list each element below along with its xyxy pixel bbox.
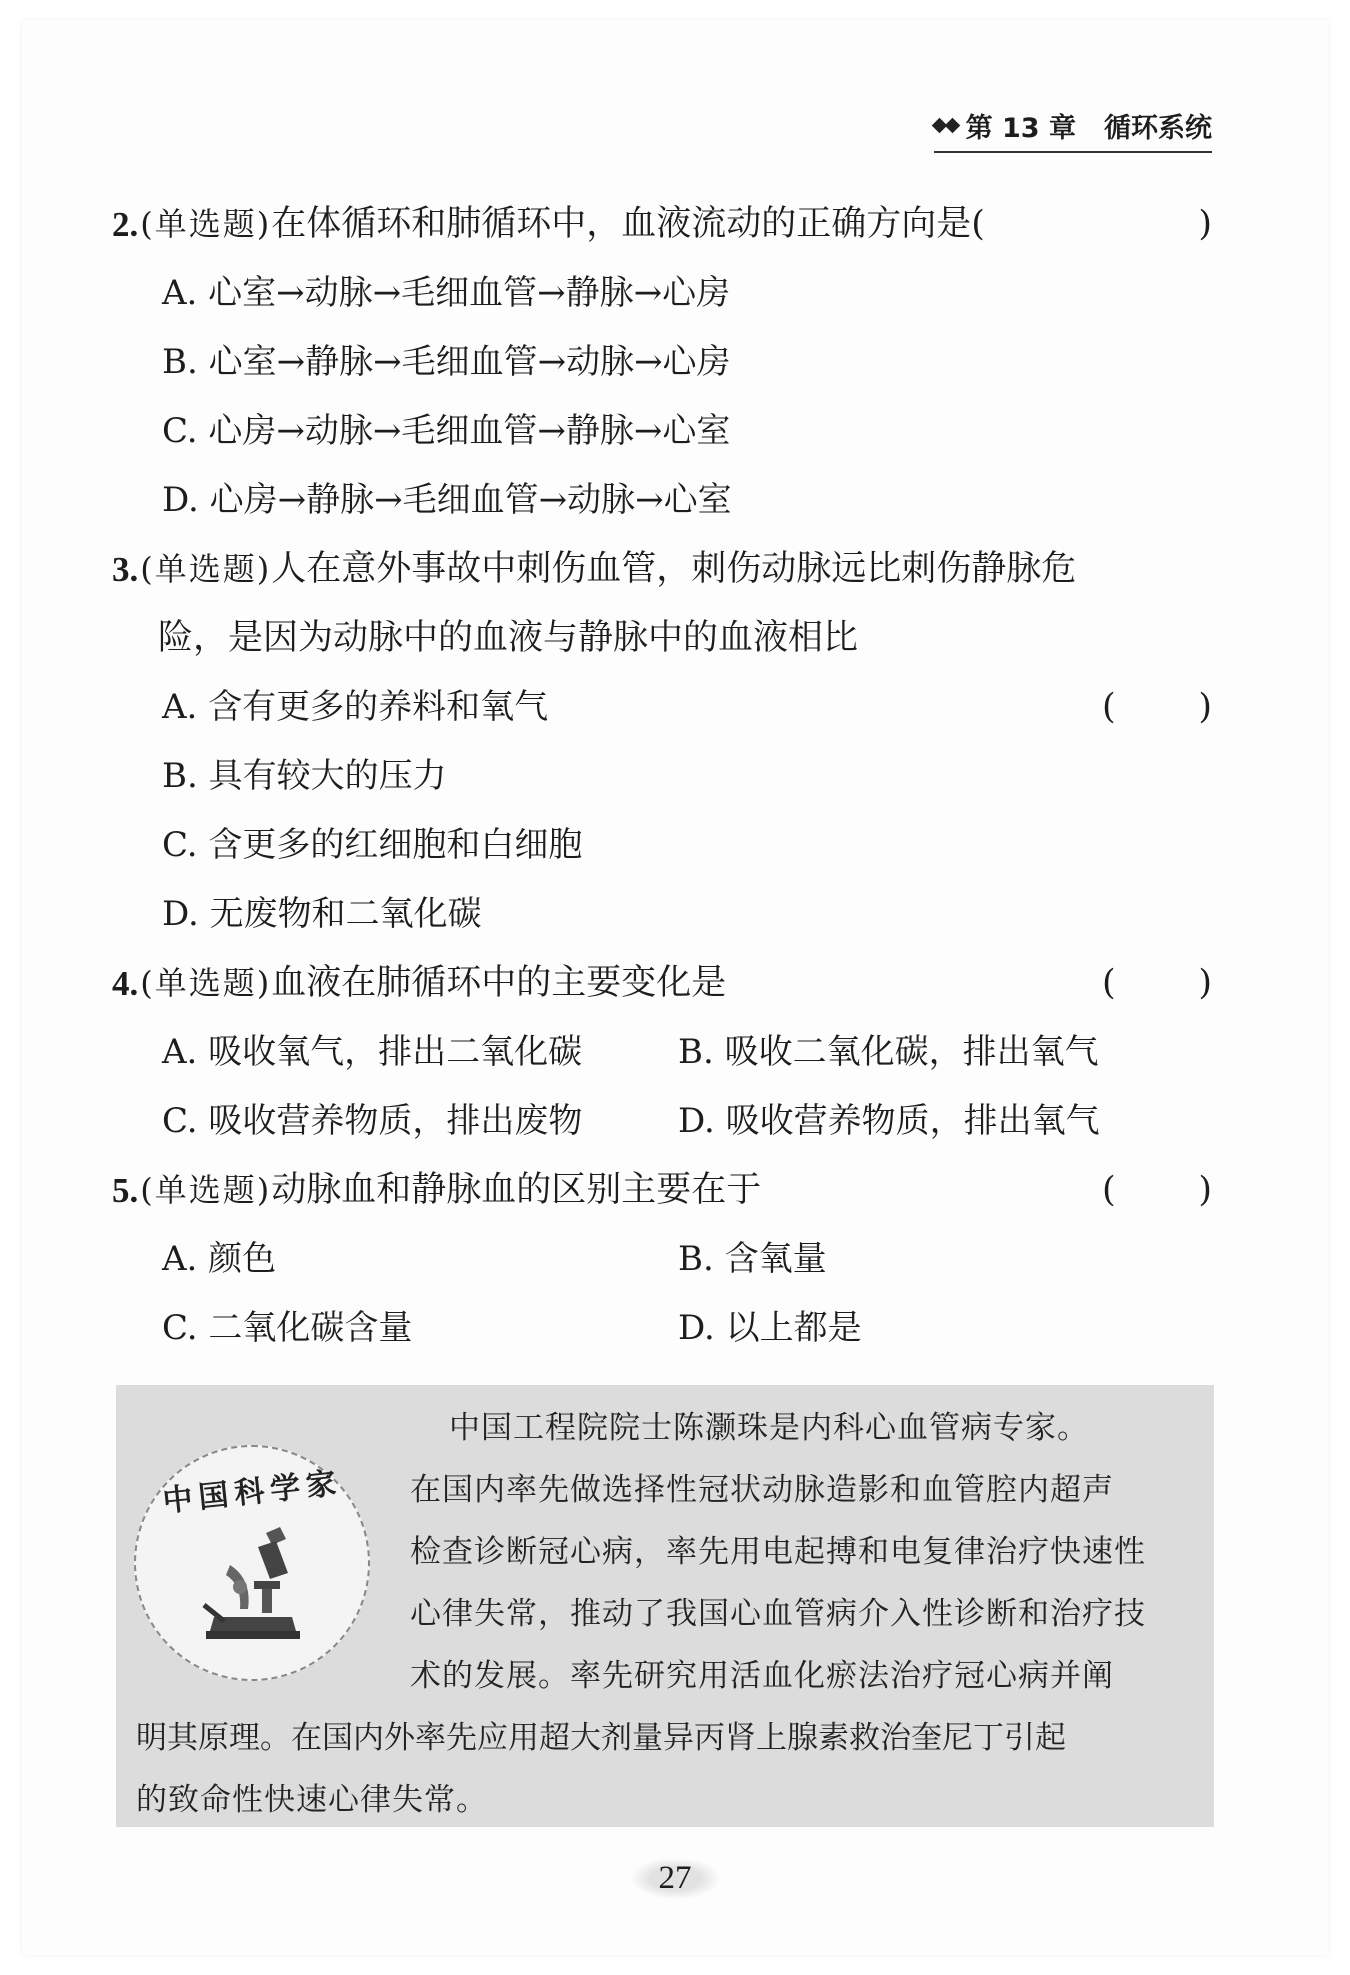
option-a: A. 颜色 xyxy=(162,1239,277,1279)
option-b: B. 具有较大的压力 xyxy=(162,756,447,796)
option-d: D. 以上都是 xyxy=(678,1308,862,1348)
question-type: (单选题) xyxy=(140,964,272,1002)
scientist-info-box xyxy=(116,1385,1214,1827)
info-text-line: 检查诊断冠心病，率先用电起搏和电复律治疗快速性 xyxy=(410,1534,1146,1570)
option-b: B. 吸收二氧化碳，排出氧气 xyxy=(678,1032,1099,1072)
question-4 xyxy=(112,949,1212,1156)
answer-paren: ) xyxy=(1198,204,1212,244)
option-row xyxy=(112,1225,1212,1294)
question-stem: 动脉血和静脉血的区别主要在于 xyxy=(271,1170,762,1210)
page-number: 27 xyxy=(0,1858,1350,1899)
option-b: B. 含氧量 xyxy=(678,1239,827,1279)
option-a: A. 吸收氧气，排出二氧化碳 xyxy=(162,1032,583,1072)
option-row xyxy=(112,1294,1212,1363)
info-text-line: 中国工程院院士陈灏珠是内科心血管病专家。 xyxy=(449,1410,1089,1446)
question-2 xyxy=(112,190,1212,535)
option-d: D. 无废物和二氧化碳 xyxy=(162,894,482,934)
question-number: 2. xyxy=(112,205,139,244)
question-stem: 在体循环和肺循环中，血液流动的正确方向是( xyxy=(271,204,985,244)
answer-paren: ( ) xyxy=(1102,1170,1212,1210)
option-c: C. 含更多的红细胞和白细胞 xyxy=(162,825,583,865)
question-stem-continued: 险，是因为动脉中的血液与静脉中的血液相比 xyxy=(158,618,859,658)
option-row xyxy=(112,1018,1212,1087)
chapter-header xyxy=(934,106,1212,153)
answer-paren: ( ) xyxy=(1102,963,1212,1003)
option-b: B. 心室→静脉→毛细血管→动脉→心房 xyxy=(162,342,731,382)
microscope-icon xyxy=(196,1525,306,1655)
option-c: C. 吸收营养物质，排出废物 xyxy=(162,1101,583,1141)
info-text-line: 的致命性快速心律失常。 xyxy=(136,1782,488,1818)
question-type: (单选题) xyxy=(140,1171,272,1209)
info-text-line: 心律失常，推动了我国心血管病介入性诊断和治疗技 xyxy=(410,1596,1146,1632)
option-a: A. 含有更多的养料和氧气 xyxy=(162,687,549,727)
question-type: (单选题) xyxy=(140,550,272,588)
info-text-line: 明其原理。在国内外率先应用超大剂量异丙肾上腺素救治奎尼丁引起 xyxy=(136,1720,1066,1756)
chapter-number: 第 13 章 xyxy=(965,113,1076,144)
info-text-line: 术的发展。率先研究用活血化瘀法治疗冠心病并阐 xyxy=(410,1658,1114,1694)
chapter-title: 循环系统 xyxy=(1104,113,1212,144)
diamond-bullet-icon xyxy=(934,120,960,131)
question-number: 5. xyxy=(112,1171,139,1210)
question-type: (单选题) xyxy=(140,205,272,243)
question-list xyxy=(112,190,1212,1363)
question-number: 4. xyxy=(112,964,139,1003)
option-row xyxy=(112,1087,1212,1156)
option-a: A. 心室→动脉→毛细血管→静脉→心房 xyxy=(162,273,731,313)
scientist-badge xyxy=(134,1445,370,1681)
question-stem: 血液在肺循环中的主要变化是 xyxy=(271,963,727,1003)
question-stem: 人在意外事故中刺伤血管，刺伤动脉远比刺伤静脉危 xyxy=(271,549,1077,589)
option-d: D. 心房→静脉→毛细血管→动脉→心室 xyxy=(162,480,732,520)
question-3 xyxy=(112,535,1212,949)
option-c: C. 二氧化碳含量 xyxy=(162,1308,413,1348)
question-number: 3. xyxy=(112,550,139,589)
info-text-line: 在国内率先做选择性冠状动脉造影和血管腔内超声 xyxy=(410,1472,1114,1508)
answer-paren: ( ) xyxy=(1102,687,1212,727)
question-5 xyxy=(112,1156,1212,1363)
option-d: D. 吸收营养物质，排出氧气 xyxy=(678,1101,1100,1141)
badge-title: 中国科学家 xyxy=(161,1465,344,1520)
option-c: C. 心房→动脉→毛细血管→静脉→心室 xyxy=(162,411,731,451)
